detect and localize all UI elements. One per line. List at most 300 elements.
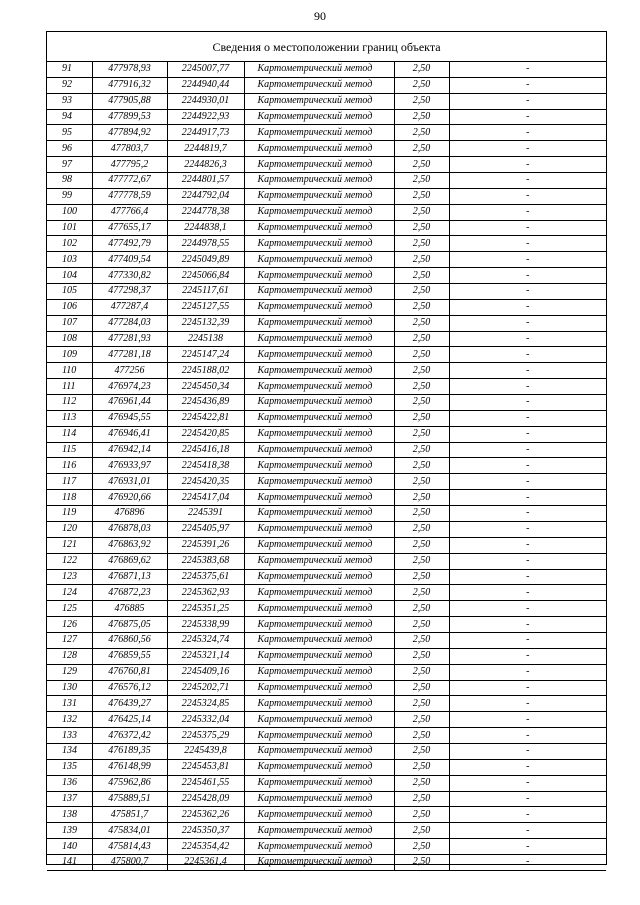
x-coordinate-cell: 476148,99 <box>92 759 167 775</box>
x-coordinate-cell: 477772,67 <box>92 173 167 189</box>
point-number-cell: 130 <box>47 680 92 696</box>
description-cell: - <box>449 268 606 284</box>
description-cell: - <box>449 426 606 442</box>
point-number-cell: 122 <box>47 553 92 569</box>
description-cell: - <box>449 680 606 696</box>
y-coordinate-cell: 2245362,26 <box>167 807 244 823</box>
description-cell: - <box>449 157 606 173</box>
accuracy-cell: 2,50 <box>394 442 449 458</box>
y-coordinate-cell: 2245428,09 <box>167 791 244 807</box>
accuracy-cell: 2,50 <box>394 680 449 696</box>
y-coordinate-cell: 2244819,7 <box>167 141 244 157</box>
method-cell: Картометрический метод <box>244 125 394 141</box>
point-number-cell: 139 <box>47 823 92 839</box>
table-row <box>47 839 606 855</box>
method-cell: Картометрический метод <box>244 331 394 347</box>
x-coordinate-cell: 476576,12 <box>92 680 167 696</box>
x-coordinate-cell: 475889,51 <box>92 791 167 807</box>
description-cell: - <box>449 854 606 870</box>
point-number-cell: 114 <box>47 426 92 442</box>
method-cell: Картометрический метод <box>244 204 394 220</box>
point-number-cell: 135 <box>47 759 92 775</box>
y-coordinate-cell: 2244930,01 <box>167 93 244 109</box>
description-cell: - <box>449 284 606 300</box>
table-row <box>47 252 606 268</box>
method-cell: Картометрический метод <box>244 823 394 839</box>
x-coordinate-cell: 476859,55 <box>92 648 167 664</box>
point-number-cell: 137 <box>47 791 92 807</box>
point-number-cell: 106 <box>47 299 92 315</box>
table-row <box>47 617 606 633</box>
point-number-cell: 120 <box>47 521 92 537</box>
x-coordinate-cell: 476372,42 <box>92 728 167 744</box>
x-coordinate-cell: 476946,41 <box>92 426 167 442</box>
description-cell: - <box>449 506 606 522</box>
point-number-cell: 102 <box>47 236 92 252</box>
table-row <box>47 125 606 141</box>
y-coordinate-cell: 2245132,39 <box>167 315 244 331</box>
point-number-cell: 98 <box>47 173 92 189</box>
description-cell: - <box>449 696 606 712</box>
method-cell: Картометрический метод <box>244 395 394 411</box>
table-row <box>47 648 606 664</box>
x-coordinate-cell: 476885 <box>92 601 167 617</box>
method-cell: Картометрический метод <box>244 601 394 617</box>
point-number-cell: 140 <box>47 839 92 855</box>
table-row <box>47 173 606 189</box>
table-row <box>47 474 606 490</box>
description-cell: - <box>449 315 606 331</box>
table-row <box>47 632 606 648</box>
table-row <box>47 696 606 712</box>
table-title: Сведения о местоположении границ объекта <box>47 32 606 62</box>
table-row <box>47 728 606 744</box>
point-number-cell: 95 <box>47 125 92 141</box>
description-cell: - <box>449 601 606 617</box>
description-cell: - <box>449 521 606 537</box>
description-cell: - <box>449 299 606 315</box>
accuracy-cell: 2,50 <box>394 410 449 426</box>
description-cell: - <box>449 537 606 553</box>
accuracy-cell: 2,50 <box>394 743 449 759</box>
table-row <box>47 315 606 331</box>
table-row <box>47 506 606 522</box>
description-cell: - <box>449 347 606 363</box>
point-number-cell: 141 <box>47 854 92 870</box>
description-cell: - <box>449 617 606 633</box>
y-coordinate-cell: 2244801,57 <box>167 173 244 189</box>
description-cell: - <box>449 585 606 601</box>
method-cell: Картометрический метод <box>244 648 394 664</box>
point-number-cell: 119 <box>47 506 92 522</box>
accuracy-cell: 2,50 <box>394 204 449 220</box>
method-cell: Картометрический метод <box>244 141 394 157</box>
x-coordinate-cell: 477916,32 <box>92 77 167 93</box>
page-number: 90 <box>314 9 326 23</box>
y-coordinate-cell: 2244978,55 <box>167 236 244 252</box>
point-number-cell: 121 <box>47 537 92 553</box>
table-row <box>47 204 606 220</box>
y-coordinate-cell: 2245420,35 <box>167 474 244 490</box>
accuracy-cell: 2,50 <box>394 220 449 236</box>
accuracy-cell: 2,50 <box>394 712 449 728</box>
table-row <box>47 141 606 157</box>
method-cell: Картометрический метод <box>244 299 394 315</box>
x-coordinate-cell: 476860,56 <box>92 632 167 648</box>
x-coordinate-cell: 476875,05 <box>92 617 167 633</box>
method-cell: Картометрический метод <box>244 77 394 93</box>
method-cell: Картометрический метод <box>244 680 394 696</box>
point-number-cell: 103 <box>47 252 92 268</box>
accuracy-cell: 2,50 <box>394 490 449 506</box>
description-cell: - <box>449 823 606 839</box>
method-cell: Картометрический метод <box>244 315 394 331</box>
point-number-cell: 109 <box>47 347 92 363</box>
method-cell: Картометрический метод <box>244 474 394 490</box>
y-coordinate-cell: 2244922,93 <box>167 109 244 125</box>
point-number-cell: 113 <box>47 410 92 426</box>
table-row <box>47 93 606 109</box>
x-coordinate-cell: 477905,88 <box>92 93 167 109</box>
accuracy-cell: 2,50 <box>394 569 449 585</box>
point-number-cell: 97 <box>47 157 92 173</box>
x-coordinate-cell: 476945,55 <box>92 410 167 426</box>
x-coordinate-cell: 475962,86 <box>92 775 167 791</box>
y-coordinate-cell: 2245117,61 <box>167 284 244 300</box>
accuracy-cell: 2,50 <box>394 125 449 141</box>
method-cell: Картометрический метод <box>244 458 394 474</box>
x-coordinate-cell: 476425,14 <box>92 712 167 728</box>
method-cell: Картометрический метод <box>244 521 394 537</box>
y-coordinate-cell: 2245147,24 <box>167 347 244 363</box>
method-cell: Картометрический метод <box>244 426 394 442</box>
method-cell: Картометрический метод <box>244 363 394 379</box>
accuracy-cell: 2,50 <box>394 553 449 569</box>
y-coordinate-cell: 2245417,04 <box>167 490 244 506</box>
method-cell: Картометрический метод <box>244 62 394 77</box>
description-cell: - <box>449 807 606 823</box>
point-number-cell: 92 <box>47 77 92 93</box>
method-cell: Картометрический метод <box>244 490 394 506</box>
x-coordinate-cell: 477492,79 <box>92 236 167 252</box>
x-coordinate-cell: 476961,44 <box>92 395 167 411</box>
y-coordinate-cell: 2244826,3 <box>167 157 244 173</box>
point-number-cell: 117 <box>47 474 92 490</box>
y-coordinate-cell: 2245375,61 <box>167 569 244 585</box>
accuracy-cell: 2,50 <box>394 791 449 807</box>
y-coordinate-cell: 2245324,74 <box>167 632 244 648</box>
table-row <box>47 521 606 537</box>
method-cell: Картометрический метод <box>244 632 394 648</box>
x-coordinate-cell: 477894,92 <box>92 125 167 141</box>
y-coordinate-cell: 2245375,29 <box>167 728 244 744</box>
y-coordinate-cell: 2245188,02 <box>167 363 244 379</box>
x-coordinate-cell: 476869,62 <box>92 553 167 569</box>
accuracy-cell: 2,50 <box>394 839 449 855</box>
table-row <box>47 157 606 173</box>
point-number-cell: 107 <box>47 315 92 331</box>
description-cell: - <box>449 458 606 474</box>
description-cell: - <box>449 759 606 775</box>
accuracy-cell: 2,50 <box>394 188 449 204</box>
point-number-cell: 133 <box>47 728 92 744</box>
method-cell: Картометрический метод <box>244 696 394 712</box>
table-row <box>47 490 606 506</box>
x-coordinate-cell: 477766,4 <box>92 204 167 220</box>
y-coordinate-cell: 2245362,93 <box>167 585 244 601</box>
table-row <box>47 299 606 315</box>
y-coordinate-cell: 2245422,81 <box>167 410 244 426</box>
table-row <box>47 109 606 125</box>
table-row <box>47 601 606 617</box>
y-coordinate-cell: 2245338,99 <box>167 617 244 633</box>
method-cell: Картометрический метод <box>244 617 394 633</box>
method-cell: Картометрический метод <box>244 220 394 236</box>
y-coordinate-cell: 2245361,4 <box>167 854 244 870</box>
x-coordinate-cell: 475834,01 <box>92 823 167 839</box>
accuracy-cell: 2,50 <box>394 77 449 93</box>
point-number-cell: 91 <box>47 62 92 77</box>
description-cell: - <box>449 775 606 791</box>
point-number-cell: 111 <box>47 379 92 395</box>
table-row <box>47 775 606 791</box>
accuracy-cell: 2,50 <box>394 521 449 537</box>
accuracy-cell: 2,50 <box>394 728 449 744</box>
y-coordinate-cell: 2245383,68 <box>167 553 244 569</box>
x-coordinate-cell: 476974,23 <box>92 379 167 395</box>
method-cell: Картометрический метод <box>244 157 394 173</box>
description-cell: - <box>449 632 606 648</box>
accuracy-cell: 2,50 <box>394 648 449 664</box>
x-coordinate-cell: 476871,13 <box>92 569 167 585</box>
point-number-cell: 129 <box>47 664 92 680</box>
accuracy-cell: 2,50 <box>394 395 449 411</box>
description-cell: - <box>449 743 606 759</box>
x-coordinate-cell: 476863,92 <box>92 537 167 553</box>
table-row <box>47 426 606 442</box>
x-coordinate-cell: 477778,59 <box>92 188 167 204</box>
method-cell: Картометрический метод <box>244 188 394 204</box>
accuracy-cell: 2,50 <box>394 284 449 300</box>
x-coordinate-cell: 475814,43 <box>92 839 167 855</box>
x-coordinate-cell: 476933,97 <box>92 458 167 474</box>
y-coordinate-cell: 2245332,04 <box>167 712 244 728</box>
y-coordinate-cell: 2245405,97 <box>167 521 244 537</box>
accuracy-cell: 2,50 <box>394 236 449 252</box>
point-number-cell: 128 <box>47 648 92 664</box>
x-coordinate-cell: 477409,54 <box>92 252 167 268</box>
x-coordinate-cell: 476896 <box>92 506 167 522</box>
description-cell: - <box>449 728 606 744</box>
point-number-cell: 110 <box>47 363 92 379</box>
x-coordinate-cell: 477803,7 <box>92 141 167 157</box>
x-coordinate-cell: 476942,14 <box>92 442 167 458</box>
method-cell: Картометрический метод <box>244 442 394 458</box>
y-coordinate-cell: 2245420,85 <box>167 426 244 442</box>
method-cell: Картометрический метод <box>244 109 394 125</box>
point-number-cell: 124 <box>47 585 92 601</box>
y-coordinate-cell: 2245138 <box>167 331 244 347</box>
y-coordinate-cell: 2244917,73 <box>167 125 244 141</box>
y-coordinate-cell: 2244940,44 <box>167 77 244 93</box>
table-row <box>47 410 606 426</box>
accuracy-cell: 2,50 <box>394 632 449 648</box>
method-cell: Картометрический метод <box>244 553 394 569</box>
description-cell: - <box>449 839 606 855</box>
table-row <box>47 363 606 379</box>
table-row <box>47 743 606 759</box>
table-row <box>47 284 606 300</box>
point-number-cell: 112 <box>47 395 92 411</box>
y-coordinate-cell: 2245202,71 <box>167 680 244 696</box>
accuracy-cell: 2,50 <box>394 601 449 617</box>
accuracy-cell: 2,50 <box>394 347 449 363</box>
accuracy-cell: 2,50 <box>394 426 449 442</box>
description-cell: - <box>449 648 606 664</box>
description-cell: - <box>449 395 606 411</box>
method-cell: Картометрический метод <box>244 854 394 870</box>
y-coordinate-cell: 2245007,77 <box>167 62 244 77</box>
table-row <box>47 791 606 807</box>
table-row <box>47 458 606 474</box>
point-number-cell: 94 <box>47 109 92 125</box>
point-number-cell: 96 <box>47 141 92 157</box>
y-coordinate-cell: 2245127,55 <box>167 299 244 315</box>
point-number-cell: 104 <box>47 268 92 284</box>
x-coordinate-cell: 475851,7 <box>92 807 167 823</box>
accuracy-cell: 2,50 <box>394 141 449 157</box>
y-coordinate-cell: 2245416,18 <box>167 442 244 458</box>
y-coordinate-cell: 2245436,89 <box>167 395 244 411</box>
description-cell: - <box>449 553 606 569</box>
description-cell: - <box>449 379 606 395</box>
point-number-cell: 126 <box>47 617 92 633</box>
accuracy-cell: 2,50 <box>394 775 449 791</box>
table-row <box>47 236 606 252</box>
point-number-cell: 100 <box>47 204 92 220</box>
table-row <box>47 680 606 696</box>
table-row <box>47 537 606 553</box>
point-number-cell: 131 <box>47 696 92 712</box>
x-coordinate-cell: 477281,93 <box>92 331 167 347</box>
method-cell: Картометрический метод <box>244 379 394 395</box>
point-number-cell: 134 <box>47 743 92 759</box>
method-cell: Картометрический метод <box>244 775 394 791</box>
accuracy-cell: 2,50 <box>394 585 449 601</box>
table-row <box>47 553 606 569</box>
x-coordinate-cell: 476189,35 <box>92 743 167 759</box>
y-coordinate-cell: 2245066,84 <box>167 268 244 284</box>
accuracy-cell: 2,50 <box>394 807 449 823</box>
description-cell: - <box>449 474 606 490</box>
table-row <box>47 759 606 775</box>
description-cell: - <box>449 664 606 680</box>
table-row <box>47 268 606 284</box>
point-number-cell: 123 <box>47 569 92 585</box>
description-cell: - <box>449 62 606 77</box>
table-row <box>47 807 606 823</box>
method-cell: Картометрический метод <box>244 807 394 823</box>
x-coordinate-cell: 477655,17 <box>92 220 167 236</box>
method-cell: Картометрический метод <box>244 268 394 284</box>
accuracy-cell: 2,50 <box>394 331 449 347</box>
accuracy-cell: 2,50 <box>394 696 449 712</box>
point-number-cell: 105 <box>47 284 92 300</box>
accuracy-cell: 2,50 <box>394 458 449 474</box>
method-cell: Картометрический метод <box>244 506 394 522</box>
x-coordinate-cell: 477287,4 <box>92 299 167 315</box>
description-cell: - <box>449 173 606 189</box>
y-coordinate-cell: 2244792,04 <box>167 188 244 204</box>
description-cell: - <box>449 204 606 220</box>
accuracy-cell: 2,50 <box>394 62 449 77</box>
x-coordinate-cell: 477899,53 <box>92 109 167 125</box>
table-row <box>47 854 606 870</box>
method-cell: Картометрический метод <box>244 743 394 759</box>
table-row <box>47 395 606 411</box>
accuracy-cell: 2,50 <box>394 506 449 522</box>
x-coordinate-cell: 476439,27 <box>92 696 167 712</box>
y-coordinate-cell: 2245453,81 <box>167 759 244 775</box>
point-number-cell: 138 <box>47 807 92 823</box>
table-row <box>47 823 606 839</box>
accuracy-cell: 2,50 <box>394 315 449 331</box>
table-row <box>47 220 606 236</box>
method-cell: Картометрический метод <box>244 347 394 363</box>
point-number-cell: 93 <box>47 93 92 109</box>
coordinates-table-frame <box>46 31 607 868</box>
description-cell: - <box>449 363 606 379</box>
accuracy-cell: 2,50 <box>394 157 449 173</box>
accuracy-cell: 2,50 <box>394 93 449 109</box>
accuracy-cell: 2,50 <box>394 537 449 553</box>
description-cell: - <box>449 252 606 268</box>
point-number-cell: 125 <box>47 601 92 617</box>
method-cell: Картометрический метод <box>244 252 394 268</box>
method-cell: Картометрический метод <box>244 284 394 300</box>
method-cell: Картометрический метод <box>244 664 394 680</box>
accuracy-cell: 2,50 <box>394 109 449 125</box>
table-row <box>47 585 606 601</box>
y-coordinate-cell: 2245409,16 <box>167 664 244 680</box>
description-cell: - <box>449 141 606 157</box>
accuracy-cell: 2,50 <box>394 173 449 189</box>
y-coordinate-cell: 2245439,8 <box>167 743 244 759</box>
y-coordinate-cell: 2244838,1 <box>167 220 244 236</box>
method-cell: Картометрический метод <box>244 173 394 189</box>
accuracy-cell: 2,50 <box>394 474 449 490</box>
table-row <box>47 569 606 585</box>
description-cell: - <box>449 442 606 458</box>
accuracy-cell: 2,50 <box>394 617 449 633</box>
accuracy-cell: 2,50 <box>394 379 449 395</box>
method-cell: Картометрический метод <box>244 585 394 601</box>
point-number-cell: 108 <box>47 331 92 347</box>
accuracy-cell: 2,50 <box>394 759 449 775</box>
method-cell: Картометрический метод <box>244 410 394 426</box>
x-coordinate-cell: 477298,37 <box>92 284 167 300</box>
point-number-cell: 115 <box>47 442 92 458</box>
point-number-cell: 136 <box>47 775 92 791</box>
accuracy-cell: 2,50 <box>394 268 449 284</box>
method-cell: Картометрический метод <box>244 759 394 775</box>
description-cell: - <box>449 109 606 125</box>
description-cell: - <box>449 712 606 728</box>
method-cell: Картометрический метод <box>244 236 394 252</box>
x-coordinate-cell: 476920,66 <box>92 490 167 506</box>
y-coordinate-cell: 2245049,89 <box>167 252 244 268</box>
table-row <box>47 442 606 458</box>
